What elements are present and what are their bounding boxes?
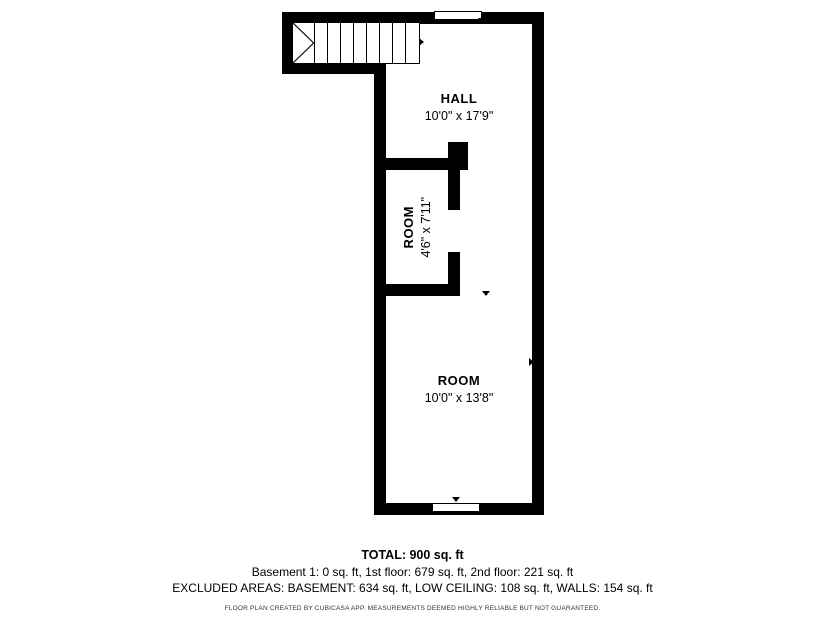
room-dimensions-hall: 10'0" x 17'9" (424, 108, 494, 123)
wall-marker-door-1 (482, 291, 490, 296)
excluded-areas: EXCLUDED AREAS: BASEMENT: 634 sq. ft, LOW CEILING: 108 sq. ft, WALLS: 154 sq. ft (172, 581, 653, 595)
room-name-large-room: ROOM (437, 373, 481, 388)
wall-marker-left-2 (379, 262, 384, 270)
window-top (434, 11, 482, 20)
room-name-small-room: ROOM (400, 205, 416, 249)
room-label-small-room (400, 167, 434, 287)
room-name-hall: HALL (440, 91, 478, 106)
wall-marker-right-1 (529, 358, 534, 366)
wall-right (532, 12, 544, 515)
room-label-hall (399, 90, 519, 124)
stair-arrow-icon (419, 38, 424, 46)
area-breakdown: Basement 1: 0 sq. ft, 1st floor: 679 sq. ft, 2nd floor: 221 sq. ft (251, 565, 574, 579)
total-area: TOTAL: 900 sq. ft (361, 548, 464, 562)
wall-marker-left-1 (379, 206, 384, 214)
window-bottom (432, 503, 480, 512)
wall-marker-window-bottom (452, 497, 460, 502)
area-summary (0, 548, 825, 612)
stair-direction-line (293, 23, 419, 63)
wall-marker-window-top (478, 18, 486, 23)
room-dimensions-small-room: 4'6" x 7'11" (418, 196, 433, 258)
staircase-icon (292, 22, 420, 64)
room-dimensions-large-room: 10'0" x 13'8" (424, 390, 494, 405)
disclaimer-text: FLOOR PLAN CREATED BY CUBICASA APP. MEASUREMENTS DEEMED HIGHLY RELIABLE BUT NOT GUARANTEED. (224, 605, 601, 612)
room-label-large-room (399, 372, 519, 406)
wall-marker-left-3 (379, 358, 384, 366)
wall-smallroom-jamb (448, 142, 468, 170)
